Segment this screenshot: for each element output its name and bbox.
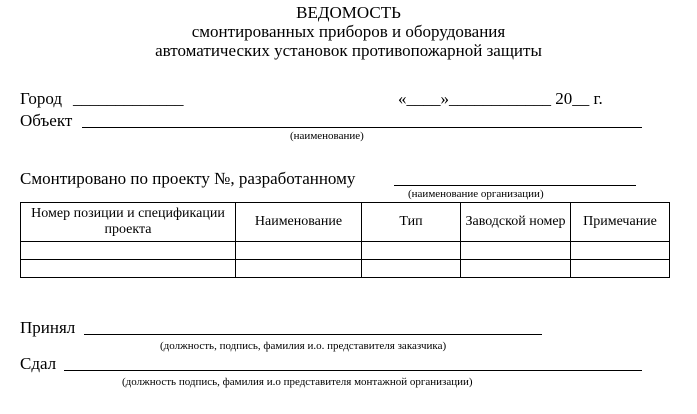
table-cell	[236, 260, 362, 278]
table-cell	[461, 260, 571, 278]
column-header-serial: Заводской номер	[461, 203, 571, 242]
accepted-caption: (должность, подпись, фамилия и.о. представителя заказчика)	[160, 340, 447, 352]
table-cell	[362, 242, 461, 260]
object-label: Объект	[20, 111, 73, 130]
table-cell	[461, 242, 571, 260]
table-cell	[571, 260, 670, 278]
handed-caption: (должность подпись, фамилия и.о представителя монтажной организации)	[122, 376, 473, 388]
table-cell	[21, 260, 236, 278]
table-cell	[571, 242, 670, 260]
object-line	[82, 127, 642, 128]
document-subtitle: смонтированных приборов и оборудования	[191, 22, 506, 41]
equipment-table	[20, 202, 670, 278]
city-field: _____________	[73, 89, 184, 108]
date-field: «____»____________ 20__ г.	[398, 89, 603, 108]
column-header-name: Наименование	[236, 203, 362, 242]
table-cell	[362, 260, 461, 278]
column-header-position: Номер позиции и спецификации проекта	[21, 203, 236, 242]
document-title: ВЕДОМОСТЬ	[296, 3, 401, 22]
object-caption: (наименование)	[290, 130, 364, 142]
table-header-row	[21, 203, 670, 242]
column-header-note: Примечание	[571, 203, 670, 242]
table-row	[21, 242, 670, 260]
accepted-line	[84, 334, 542, 335]
project-caption: (наименование организации)	[408, 188, 544, 200]
table-cell	[21, 242, 236, 260]
handed-line	[64, 370, 642, 371]
city-label: Город	[20, 89, 62, 108]
project-line	[394, 185, 636, 186]
handed-label: Сдал	[20, 354, 57, 373]
table-row	[21, 260, 670, 278]
table-cell	[236, 242, 362, 260]
accepted-label: Принял	[20, 318, 76, 337]
column-header-type: Тип	[362, 203, 461, 242]
project-label: Смонтировано по проекту №, разработанному	[20, 169, 356, 188]
document-subtitle-2: автоматических установок противопожарной защиты	[155, 41, 542, 60]
